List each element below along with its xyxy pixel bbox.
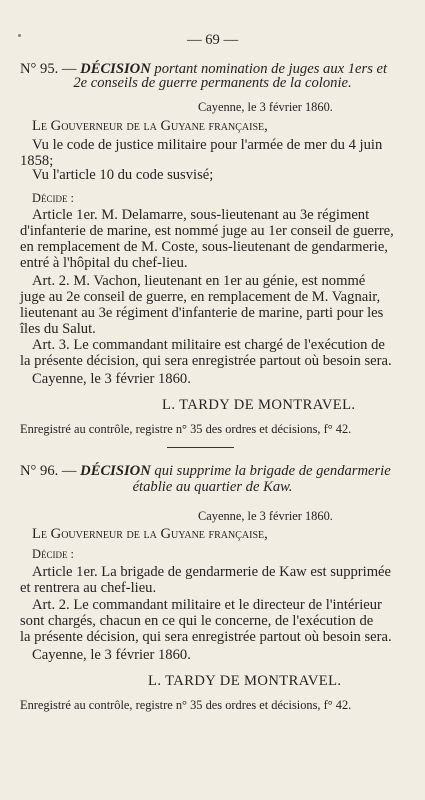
decision-95-art1-line3: en remplacement de M. Coste, sous-lieutenant de gendarmerie, xyxy=(20,239,388,255)
decision-95-art1-line4: entré à l'hôpital du chef-lieu. xyxy=(20,255,188,271)
page-number: — 69 — xyxy=(186,32,239,48)
decision-95-art1-line2: d'infanterie de marine, est nommé juge au 1er conseil de guerre, xyxy=(20,223,394,239)
decision-label: DÉCISION xyxy=(80,463,151,479)
decision-95-art2-line2: juge au 2e conseil de guerre, en remplacement de M. Vagnair, xyxy=(20,289,381,305)
decision-96-registration: Enregistré au contrôle, registre n° 35 des ordres et décisions, f° 42. xyxy=(20,698,352,712)
decision-96-art2-line1: Art. 2. Le commandant militaire et le directeur de l'intérieur xyxy=(32,597,382,613)
decision-subject: portant nomination de juges aux 1ers et xyxy=(154,61,388,77)
decision-95-vu-2: Vu l'article 10 du code susvisé; xyxy=(32,167,214,183)
decision-96-heading-cont: établie au quartier de Kaw. xyxy=(132,479,293,495)
decision-95-vu-1-cont: 1858; xyxy=(20,153,54,169)
decision-95-governor: Le Gouverneur de la Guyane française, xyxy=(32,118,268,134)
decision-96-heading xyxy=(20,463,391,480)
decision-95-registration: Enregistré au contrôle, registre n° 35 des ordres et décisions, f° 42. xyxy=(20,422,352,436)
decision-96-signature: L. TARDY DE MONTRAVEL. xyxy=(148,673,342,689)
decision-96-place-date: Cayenne, le 3 février 1860. xyxy=(198,509,333,523)
decision-96-closing-date: Cayenne, le 3 février 1860. xyxy=(32,647,191,663)
decision-96-decide: Décide : xyxy=(32,547,74,561)
decision-95-art2-line4: îles du Salut. xyxy=(20,321,96,337)
decision-label: DÉCISION xyxy=(80,61,151,77)
decision-96-art1-line2: et rentrera au chef-lieu. xyxy=(20,580,157,596)
section-divider xyxy=(167,447,234,448)
decision-95-art2-line3: lieutenant au 3e régiment d'infanterie de marine, parti pour les xyxy=(20,305,384,321)
decision-95-decide: Décide : xyxy=(32,191,74,205)
decision-95-vu-1: Vu le code de justice militaire pour l'armée de mer du 4 juin xyxy=(32,137,383,153)
decision-95-art3-line1: Art. 3. Le commandant militaire est chargé de l'exécution de xyxy=(32,337,385,353)
decision-95-art1-line1: Article 1er. M. Delamarre, sous-lieutenant au 3e régiment xyxy=(32,207,370,223)
decision-95-art3-line2: la présente décision, qui sera enregistrée partout où besoin sera. xyxy=(20,353,392,369)
decision-number: N° 95. — xyxy=(20,61,77,77)
decision-95-place-date: Cayenne, le 3 février 1860. xyxy=(198,100,333,114)
decision-95-closing-date: Cayenne, le 3 février 1860. xyxy=(32,371,191,387)
decision-subject: qui supprime la brigade de gendarmerie xyxy=(154,463,391,479)
decision-96-art2-line2: sont chargés, chacun en ce qui le concerne, de l'exécution de xyxy=(20,613,374,629)
decision-96-governor: Le Gouverneur de la Guyane française, xyxy=(32,526,268,542)
decision-95-heading-cont: 2e conseils de guerre permanents de la colonie. xyxy=(73,75,352,91)
decision-96-art2-line3: la présente décision, qui sera enregistrée partout où besoin sera. xyxy=(20,629,392,645)
decision-number: N° 96. — xyxy=(20,463,77,479)
decision-95-signature: L. TARDY DE MONTRAVEL. xyxy=(162,397,356,413)
decision-96-art1-line1: Article 1er. La brigade de gendarmerie de Kaw est supprimée xyxy=(32,564,392,580)
decision-95-art2-line1: Art. 2. M. Vachon, lieutenant en 1er au génie, est nommé xyxy=(32,273,366,289)
